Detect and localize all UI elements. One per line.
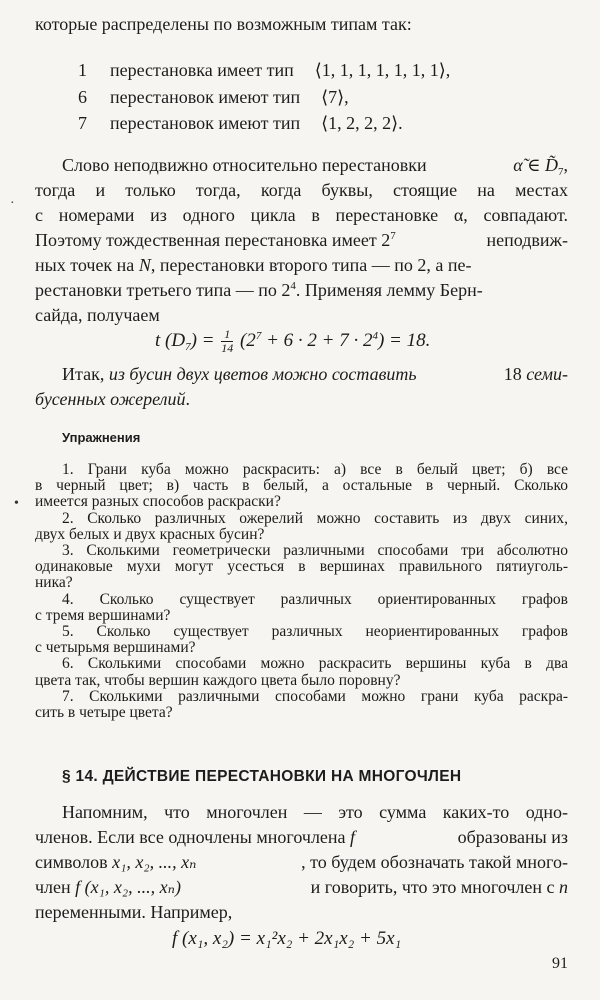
exercise-7-line: сить в четыре цвета? <box>35 704 173 721</box>
text-span: , <box>563 155 568 175</box>
subscript: 7 <box>185 340 191 353</box>
superscript: 7 <box>390 230 396 242</box>
text-span: членов. Если все одночлены многочлена <box>35 827 351 847</box>
type-text: перестановок имеют тип <box>110 87 301 107</box>
type-line-1 <box>78 60 450 81</box>
subscript: 7 <box>558 166 564 178</box>
exercise-1-line: 1. Грани куба можно раскрасить: а) все в белый цвет; б) все <box>62 461 568 478</box>
exercise-2-line: двух белых и двух красных бусин? <box>35 525 265 543</box>
fraction <box>221 328 233 355</box>
fraction-numerator: 1 <box>221 328 233 342</box>
type-text: перестановка имеет тип <box>110 60 294 80</box>
text-span: . Применяя лемму Берн- <box>295 280 483 300</box>
text-span: образованы из <box>457 827 568 847</box>
italic-span: бусенных ожерелий <box>35 389 186 409</box>
para1-line-3: с номерами из одного цикла в перестановке α, совпадают. <box>35 205 568 225</box>
exercise-6-line: 6. Сколькими способами можно раскрасить вершины куба в два <box>62 655 568 673</box>
type-tuple: ⟨1, 2, 2, 2⟩. <box>321 113 403 133</box>
type-count: 7 <box>78 113 87 133</box>
text-span: Итак, <box>62 364 109 384</box>
type-count: 6 <box>78 87 87 107</box>
para3-line-1: Напомним, что многочлен — это сумма каких-то одно- <box>62 802 568 822</box>
text-span: Поэтому тождественная перестановка имеет 2 <box>35 230 391 250</box>
math-f: f <box>350 827 356 847</box>
superscript: 4 <box>372 329 378 342</box>
page-number: 91 <box>552 955 568 972</box>
exercise-5-line: с четырьмя вершинами? <box>35 639 196 657</box>
italic-span: из бусин двух цветов можно составить <box>108 364 417 384</box>
formula-rhs: (2 <box>239 329 256 351</box>
superscript: 7 <box>255 329 262 342</box>
formula-rhs: + 6 · 2 + 7 · 2 <box>261 329 373 351</box>
math-vars: x₁, x₂, ..., xₙ <box>112 852 197 872</box>
intro-line: которые распределены по возможным типам так: <box>35 14 412 34</box>
text-span: 18 <box>503 364 527 384</box>
exercise-3-line: 3. Сколькими геометрически различными способами три абсолютно <box>62 542 568 559</box>
text-span: и говорить, что это многочлен с <box>310 877 559 897</box>
formula-eq: ) = <box>190 329 215 351</box>
math-n: n <box>559 877 568 897</box>
text-span: неподвиж- <box>486 230 568 250</box>
para1-line-5 <box>35 255 568 276</box>
math-f-vars: f (x₁, x₂, ..., xₙ) <box>75 877 181 897</box>
italic-span: семи- <box>526 364 568 384</box>
para3-line-3 <box>35 852 568 873</box>
text-span: , перестановки второго типа — по 2, а пе- <box>150 255 472 275</box>
exercise-3-line: одинаковые мухи могут усесться в вершинах правильного пятиуголь- <box>35 558 568 576</box>
para1-line-1 <box>62 155 568 178</box>
math-span: α̃ ∈ D̃ <box>513 155 558 175</box>
para1-line-4 <box>35 230 568 251</box>
text-span: член <box>35 877 76 897</box>
exercise-4-line: с тремя вершинами? <box>35 606 171 624</box>
type-tuple: ⟨7⟩, <box>321 87 349 107</box>
text-span: , то будем обозначать такой много- <box>301 852 568 872</box>
formula-lhs: t (D <box>155 329 186 351</box>
exercises-heading: Упражнения <box>62 430 141 445</box>
formula-rhs: ) = 18. <box>377 329 431 351</box>
type-line-3 <box>78 113 403 134</box>
para2-line-1 <box>62 364 568 385</box>
math-alpha-in-d7 <box>513 155 568 178</box>
exercise-6-line: цвета так, чтобы вершин каждого цвета было поровну? <box>35 671 401 689</box>
text-span: рестановки третьего типа — по 2 <box>35 280 291 300</box>
bullet-mark: • <box>14 496 19 511</box>
formula-burnside <box>155 328 430 355</box>
para3-line-2 <box>35 827 568 848</box>
para1-line-7: сайда, получаем <box>35 305 160 325</box>
formula-example: f (x₁, x₂) = x₁²x₂ + 2x₁x₂ + 5x₁ <box>172 928 402 949</box>
print-mark: · <box>10 196 15 211</box>
para1-line-6 <box>35 280 568 301</box>
text-span: символов <box>35 852 113 872</box>
para3-line-5: переменными. Например, <box>35 902 233 922</box>
exercise-3-line: ника? <box>35 574 73 592</box>
type-line-2 <box>78 87 349 108</box>
exercise-7-line: 7. Сколькими различными способами можно грани куба раскра- <box>62 687 568 705</box>
para2-line-2 <box>35 389 190 410</box>
type-text: перестановок имеют тип <box>110 113 301 133</box>
math-N: N <box>138 255 151 275</box>
type-count: 1 <box>78 60 87 80</box>
exercise-1-line: в черный цвет; в) часть в белый, а остальные в черный. Сколько <box>35 477 568 495</box>
para3-line-4 <box>35 877 568 898</box>
exercise-1-line: имеется разных способов раскраски? <box>35 493 281 511</box>
type-tuple: ⟨1, 1, 1, 1, 1, 1, 1⟩, <box>314 60 451 80</box>
text-span: . <box>185 389 191 409</box>
exercise-5-line: 5. Сколько существует различных неориентированных графов <box>62 623 568 640</box>
text-span: Слово неподвижно относительно перестановки <box>62 155 427 175</box>
section-heading: § 14. ДЕЙСТВИЕ ПЕРЕСТАНОВКИ НА МНОГОЧЛЕН <box>62 768 462 785</box>
text-span: ных точек на <box>35 255 139 275</box>
exercise-4-line: 4. Сколько существует различных ориентированных графов <box>62 590 568 608</box>
fraction-denominator: 14 <box>221 341 234 355</box>
superscript: 4 <box>290 280 296 292</box>
exercise-2-line: 2. Сколько различных ожерелий можно составить из двух синих, <box>62 509 568 527</box>
para1-line-2: тогда и только тогда, когда буквы, стоящие на местах <box>35 180 568 200</box>
